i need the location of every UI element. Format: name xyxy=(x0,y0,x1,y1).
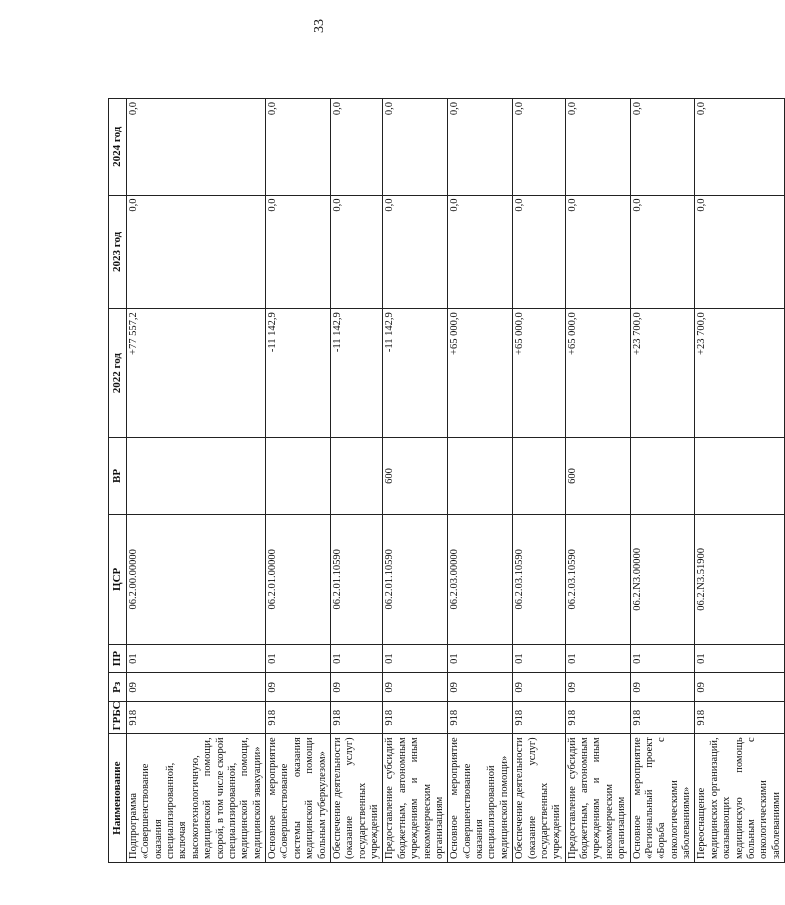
cell-y2023: 0,0 xyxy=(448,195,513,309)
table-row xyxy=(448,99,513,863)
cell-rz: 09 xyxy=(126,673,265,702)
table-row xyxy=(565,99,630,863)
cell-y2023: 0,0 xyxy=(383,195,448,309)
cell-y2022: -11 142,9 xyxy=(266,309,331,438)
cell-y2022: -11 142,9 xyxy=(383,309,448,438)
cell-y2023: 0,0 xyxy=(513,195,566,309)
cell-grbs: 918 xyxy=(383,702,448,734)
header-2024: 2024 год xyxy=(109,99,127,196)
cell-csr: 06.2.N3.00000 xyxy=(630,514,695,644)
header-vr: ВР xyxy=(109,437,127,514)
cell-name: Предоставление субсидий бюджетным, автономным учреждениям и иным некоммерческим организациям xyxy=(565,734,630,863)
header-2023: 2023 год xyxy=(109,195,127,309)
table-header-row xyxy=(109,99,127,863)
header-2022: 2022 год xyxy=(109,309,127,438)
cell-pr: 01 xyxy=(448,644,513,673)
cell-grbs: 918 xyxy=(266,702,331,734)
cell-y2024: 0,0 xyxy=(630,99,695,196)
table-row xyxy=(513,99,566,863)
cell-csr: 06.2.01.10590 xyxy=(383,514,448,644)
cell-vr xyxy=(695,437,785,514)
cell-y2022: +65 000,0 xyxy=(448,309,513,438)
cell-vr xyxy=(126,437,265,514)
cell-name: Предоставление субсидий бюджетным, автономным учреждениям и иным некоммерческим организациям xyxy=(383,734,448,863)
cell-y2022: +23 700,0 xyxy=(695,309,785,438)
cell-csr: 06.2.00.00000 xyxy=(126,514,265,644)
cell-pr: 01 xyxy=(630,644,695,673)
cell-name: Переоснащение медицинских организаций, оказывающих медицинскую помощь больным с онкологическими заболеваниями xyxy=(695,734,785,863)
cell-grbs: 918 xyxy=(513,702,566,734)
header-rz: Рз xyxy=(109,673,127,702)
cell-vr: 600 xyxy=(383,437,448,514)
cell-pr: 01 xyxy=(266,644,331,673)
cell-csr: 06.2.01.10590 xyxy=(330,514,383,644)
header-grbs: ГРБС xyxy=(109,702,127,734)
cell-y2022: +77 557,2 xyxy=(126,309,265,438)
page-number: 33 xyxy=(312,19,327,33)
cell-name: Обеспечение деятельности (оказание услуг) государственных учреждений xyxy=(513,734,566,863)
header-pr: ПР xyxy=(109,644,127,673)
table-row xyxy=(126,99,265,863)
cell-y2024: 0,0 xyxy=(126,99,265,196)
cell-rz: 09 xyxy=(330,673,383,702)
cell-y2024: 0,0 xyxy=(448,99,513,196)
table-row xyxy=(266,99,331,863)
cell-grbs: 918 xyxy=(330,702,383,734)
cell-y2022: +23 700,0 xyxy=(630,309,695,438)
cell-vr: 600 xyxy=(565,437,630,514)
cell-csr: 06.2.01.00000 xyxy=(266,514,331,644)
cell-y2022: +65 000,0 xyxy=(565,309,630,438)
cell-y2023: 0,0 xyxy=(126,195,265,309)
cell-csr: 06.2.03.00000 xyxy=(448,514,513,644)
cell-csr: 06.2.N3.51900 xyxy=(695,514,785,644)
cell-pr: 01 xyxy=(126,644,265,673)
cell-name: Обеспечение деятельности (оказание услуг) государственных учреждений xyxy=(330,734,383,863)
cell-rz: 09 xyxy=(266,673,331,702)
cell-grbs: 918 xyxy=(565,702,630,734)
cell-y2024: 0,0 xyxy=(695,99,785,196)
cell-y2024: 0,0 xyxy=(266,99,331,196)
cell-y2023: 0,0 xyxy=(266,195,331,309)
cell-rz: 09 xyxy=(695,673,785,702)
header-name: Наименование xyxy=(109,734,127,863)
rotated-table-container xyxy=(108,98,782,863)
cell-vr xyxy=(330,437,383,514)
table-body xyxy=(126,99,784,863)
cell-vr xyxy=(448,437,513,514)
cell-pr: 01 xyxy=(695,644,785,673)
cell-rz: 09 xyxy=(513,673,566,702)
budget-table xyxy=(108,98,785,863)
cell-pr: 01 xyxy=(565,644,630,673)
cell-name: Подпрограмма «Совершенствование оказания специализированной, включая высокотехнологичную, медицинской помощи, скорой, в том числе скорой специализированной, медицинской помощи, медицинской эвакуации» xyxy=(126,734,265,863)
cell-name: Основное мероприятие «Совершенствование системы оказания медицинской помощи больным туберкулезом» xyxy=(266,734,331,863)
cell-pr: 01 xyxy=(330,644,383,673)
cell-y2024: 0,0 xyxy=(565,99,630,196)
table-row xyxy=(695,99,785,863)
cell-csr: 06.2.03.10590 xyxy=(565,514,630,644)
cell-y2023: 0,0 xyxy=(695,195,785,309)
table-row xyxy=(630,99,695,863)
cell-y2023: 0,0 xyxy=(565,195,630,309)
cell-rz: 09 xyxy=(630,673,695,702)
table-row xyxy=(383,99,448,863)
cell-vr xyxy=(513,437,566,514)
cell-pr: 01 xyxy=(383,644,448,673)
table-row xyxy=(330,99,383,863)
cell-grbs: 918 xyxy=(695,702,785,734)
cell-y2022: -11 142,9 xyxy=(330,309,383,438)
header-csr: ЦСР xyxy=(109,514,127,644)
cell-y2023: 0,0 xyxy=(630,195,695,309)
cell-rz: 09 xyxy=(448,673,513,702)
cell-y2024: 0,0 xyxy=(330,99,383,196)
cell-vr xyxy=(630,437,695,514)
cell-grbs: 918 xyxy=(448,702,513,734)
cell-rz: 09 xyxy=(565,673,630,702)
cell-name: Основное мероприятие «Региональный проект «Борьба с онкологическими заболеваниями» xyxy=(630,734,695,863)
cell-grbs: 918 xyxy=(630,702,695,734)
cell-y2024: 0,0 xyxy=(513,99,566,196)
cell-vr xyxy=(266,437,331,514)
cell-name: Основное мероприятие «Совершенствование оказания специализированной медицинской помощи» xyxy=(448,734,513,863)
cell-csr: 06.2.03.10590 xyxy=(513,514,566,644)
cell-y2024: 0,0 xyxy=(383,99,448,196)
cell-pr: 01 xyxy=(513,644,566,673)
cell-y2022: +65 000,0 xyxy=(513,309,566,438)
cell-rz: 09 xyxy=(383,673,448,702)
cell-y2023: 0,0 xyxy=(330,195,383,309)
cell-grbs: 918 xyxy=(126,702,265,734)
